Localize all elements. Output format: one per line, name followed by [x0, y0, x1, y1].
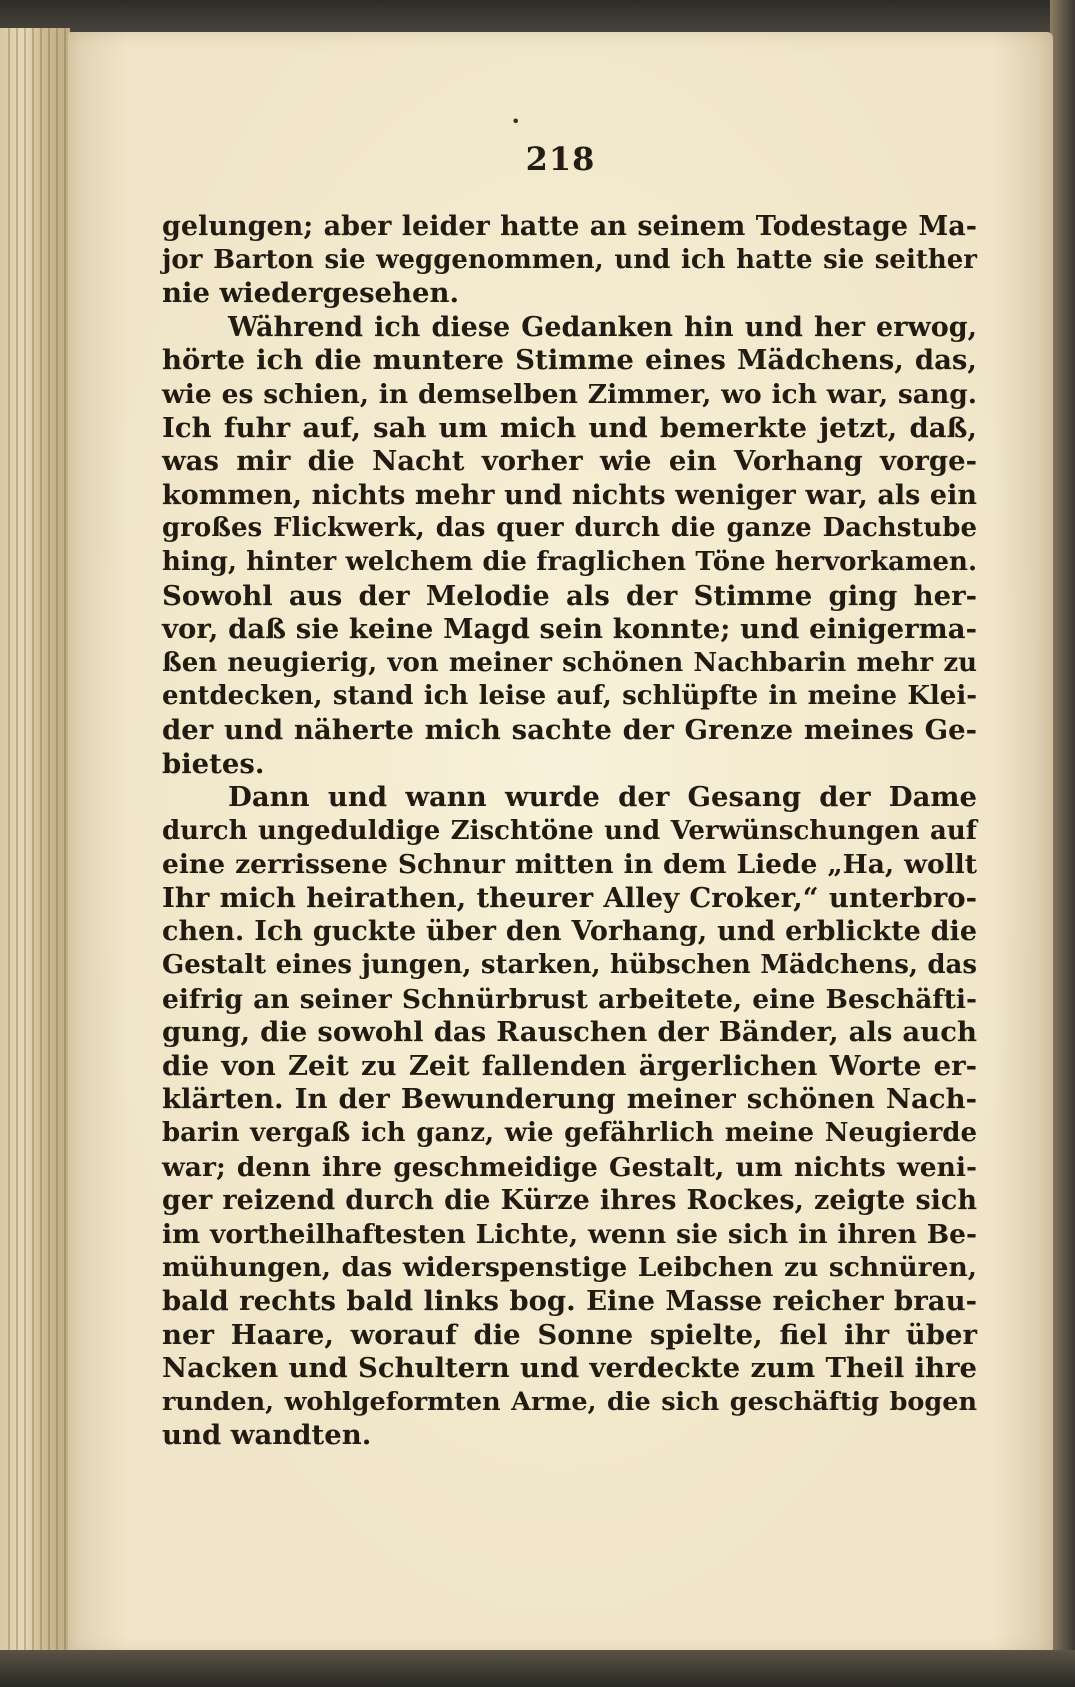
- page-edges: [8, 28, 66, 1656]
- text-line: vor, daß sie keine Magd sein konnte; und einigerma‑: [162, 613, 977, 646]
- text-line: kommen, nichts mehr und nichts weniger war, als ein: [162, 479, 977, 511]
- text-line: gelungen; aber leider hatte an seinem Todestage Ma‑: [162, 211, 977, 242]
- text-line: ßen neugierig, von meiner schönen Nachbarin mehr zu: [162, 647, 977, 678]
- page-number: 218: [525, 140, 596, 178]
- text-line: hing, hinter welchem die fraglichen Töne hervorkamen.: [162, 546, 977, 577]
- text-line: eine zerrissene Schnur mitten in dem Liede „Ha, wollt: [162, 849, 977, 881]
- text-line: Während ich diese Gedanken hin und her erwog,: [228, 311, 977, 343]
- text-line: jor Barton sie weggenommen, und ich hatte sie seither: [162, 244, 977, 275]
- text-line: ger reizend durch die Kürze ihres Rockes, zeigte sich: [162, 1185, 977, 1217]
- text-line: eifrig an seiner Schnürbrust arbeitete, eine Beschäfti‑: [162, 983, 977, 1015]
- ink-speck: •: [511, 112, 521, 131]
- text-line: ner Haare, worauf die Sonne spielte, fiel ihr über: [162, 1318, 977, 1351]
- text-line: klärten. In der Bewunderung meiner schönen Nach‑: [162, 1083, 977, 1116]
- text-line: was mir die Nacht vorher wie ein Vorhang vorge‑: [162, 445, 977, 478]
- body-text: [162, 210, 977, 1453]
- text-line: entdecken, stand ich leise auf, schlüpfte in meine Klei‑: [162, 681, 977, 712]
- scan-bottom-edge: [0, 1650, 1075, 1687]
- text-line: großes Flickwerk, das quer durch die ganze Dachstube: [162, 513, 977, 544]
- scan-top-edge: [0, 0, 1075, 34]
- scan-right-edge: [1050, 0, 1075, 1687]
- text-line: Dann und wann wurde der Gesang der Dame: [228, 781, 977, 814]
- text-line: nie wiedergesehen.: [162, 277, 460, 310]
- text-line: im vortheilhaftesten Lichte, wenn sie sich in ihren Be‑: [162, 1218, 977, 1250]
- text-line: bald rechts bald links bog. Eine Masse reicher brau‑: [162, 1285, 977, 1317]
- text-line: war; denn ihre geschmeidige Gestalt, um nichts weni‑: [162, 1151, 977, 1183]
- text-line: barin vergaß ich ganz, wie gefährlich meine Neugierde: [162, 1118, 977, 1149]
- book-page: [68, 32, 1053, 1654]
- text-line: Ich fuhr auf, sah um mich und bemerkte jetzt, daß,: [162, 411, 977, 444]
- text-line: gung, die sowohl das Rauschen der Bänder, als auch: [162, 1016, 977, 1049]
- text-line: hörte ich die muntere Stimme eines Mädchens, das,: [162, 344, 977, 377]
- text-line: Nacken und Schultern und verdeckte zum Theil ihre: [162, 1352, 977, 1385]
- text-line: durch ungeduldige Zischtöne und Verwünschungen auf: [162, 815, 977, 846]
- text-line: Sowohl aus der Melodie als der Stimme ging her‑: [162, 579, 977, 612]
- text-line: wie es schien, in demselben Zimmer, wo ich war, sang.: [162, 378, 977, 410]
- text-line: chen. Ich guckte über den Vorhang, und erblickte die: [162, 916, 977, 948]
- text-line: bietes.: [162, 747, 265, 780]
- text-line: Gestalt eines jungen, starken, hübschen Mädchens, das: [162, 950, 977, 981]
- text-line: die von Zeit zu Zeit fallenden ärgerlichen Worte er‑: [162, 1049, 977, 1082]
- text-line: der und näherte mich sachte der Grenze meines Ge‑: [162, 713, 977, 746]
- text-line: mühungen, das widerspenstige Leibchen zu schnüren,: [162, 1252, 977, 1284]
- text-line: und wandten.: [162, 1419, 372, 1452]
- text-line: runden, wohlgeformten Arme, die sich geschäftig bogen: [162, 1386, 977, 1417]
- text-line: Ihr mich heirathen, theurer Alley Croker,“ unterbro‑: [162, 881, 977, 914]
